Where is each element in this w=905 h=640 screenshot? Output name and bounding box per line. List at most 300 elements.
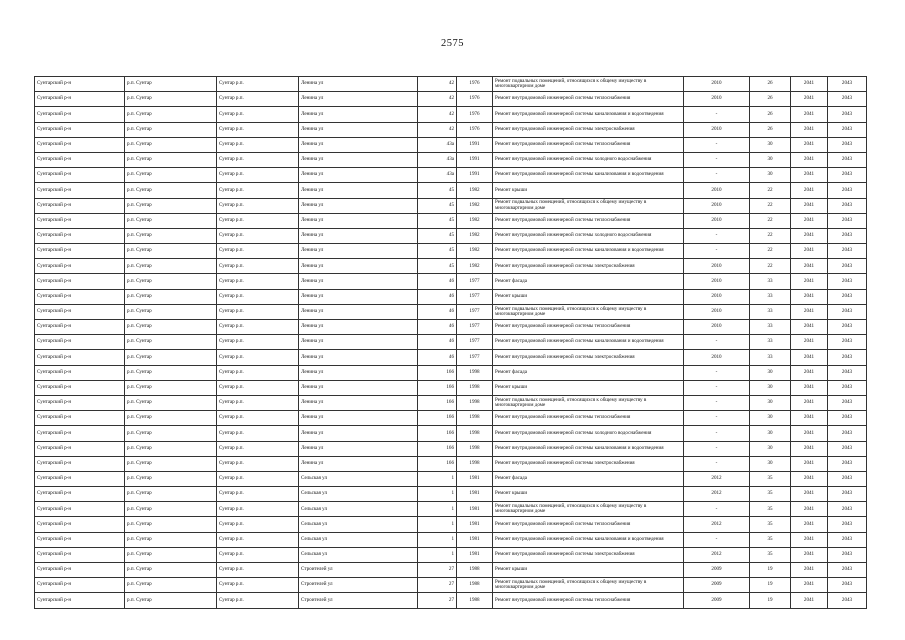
build-year-cell: 1998 <box>457 411 493 426</box>
table-row <box>35 335 867 350</box>
locality-cell: Сунтар р.п. <box>217 365 299 380</box>
plan-start-cell: 2041 <box>791 77 828 92</box>
street-cell: Сельская ул <box>299 517 418 532</box>
house-number-cell: 1 <box>418 532 457 547</box>
house-number-cell: 42 <box>418 92 457 107</box>
house-number-cell: 46 <box>418 289 457 304</box>
district-cell: Сунтарский р-н <box>35 213 125 228</box>
house-number-cell: 42 <box>418 107 457 122</box>
settlement-cell: р.п. Сунтар <box>125 304 217 319</box>
build-year-cell: 1982 <box>457 198 493 213</box>
locality-cell: Сунтар р.п. <box>217 593 299 608</box>
settlement-cell: р.п. Сунтар <box>125 335 217 350</box>
build-year-cell: 1998 <box>457 426 493 441</box>
street-cell: Ленина ул <box>299 213 418 228</box>
last-repair-year-cell: - <box>684 244 750 259</box>
district-cell: Сунтарский р-н <box>35 471 125 486</box>
plan-end-cell: 2043 <box>828 92 867 107</box>
work-type-cell: Ремонт крыши <box>493 183 684 198</box>
house-number-cell: 46 <box>418 274 457 289</box>
wear-cell: 35 <box>750 547 791 562</box>
build-year-cell: 1977 <box>457 320 493 335</box>
wear-cell: 33 <box>750 320 791 335</box>
wear-cell: 30 <box>750 137 791 152</box>
street-cell: Ленина ул <box>299 456 418 471</box>
last-repair-year-cell: 2010 <box>684 289 750 304</box>
house-number-cell: 27 <box>418 563 457 578</box>
street-cell: Ленина ул <box>299 289 418 304</box>
house-number-cell: 166 <box>418 456 457 471</box>
plan-start-cell: 2041 <box>791 289 828 304</box>
house-number-cell: 45 <box>418 183 457 198</box>
district-cell: Сунтарский р-н <box>35 107 125 122</box>
table-row <box>35 578 867 593</box>
last-repair-year-cell: 2010 <box>684 350 750 365</box>
locality-cell: Сунтар р.п. <box>217 578 299 593</box>
settlement-cell: р.п. Сунтар <box>125 228 217 243</box>
plan-start-cell: 2041 <box>791 183 828 198</box>
work-type-cell: Ремонт внутридомовой инженерной системы теплоснабжения <box>493 213 684 228</box>
plan-start-cell: 2041 <box>791 441 828 456</box>
plan-end-cell: 2043 <box>828 487 867 502</box>
house-number-cell: 45 <box>418 244 457 259</box>
last-repair-year-cell: 2009 <box>684 593 750 608</box>
work-type-cell: Ремонт фасада <box>493 274 684 289</box>
work-type-cell: Ремонт внутридомовой инженерной системы канализования и водоотведения <box>493 244 684 259</box>
settlement-cell: р.п. Сунтар <box>125 502 217 517</box>
house-number-cell: 1 <box>418 517 457 532</box>
locality-cell: Сунтар р.п. <box>217 517 299 532</box>
build-year-cell: 1998 <box>457 380 493 395</box>
work-type-cell: Ремонт внутридомовой инженерной системы теплоснабжения <box>493 92 684 107</box>
settlement-cell: р.п. Сунтар <box>125 578 217 593</box>
wear-cell: 22 <box>750 198 791 213</box>
table-row <box>35 228 867 243</box>
build-year-cell: 1981 <box>457 547 493 562</box>
street-cell: Ленина ул <box>299 183 418 198</box>
district-cell: Сунтарский р-н <box>35 395 125 410</box>
settlement-cell: р.п. Сунтар <box>125 152 217 167</box>
plan-end-cell: 2043 <box>828 441 867 456</box>
district-cell: Сунтарский р-н <box>35 517 125 532</box>
plan-end-cell: 2043 <box>828 168 867 183</box>
locality-cell: Сунтар р.п. <box>217 502 299 517</box>
last-repair-year-cell: 2010 <box>684 198 750 213</box>
plan-end-cell: 2043 <box>828 183 867 198</box>
table-row <box>35 122 867 137</box>
street-cell: Ленина ул <box>299 198 418 213</box>
table-row <box>35 441 867 456</box>
last-repair-year-cell: - <box>684 426 750 441</box>
district-cell: Сунтарский р-н <box>35 578 125 593</box>
work-type-cell: Ремонт внутридомовой инженерной системы теплоснабжения <box>493 517 684 532</box>
wear-cell: 19 <box>750 593 791 608</box>
last-repair-year-cell: - <box>684 168 750 183</box>
district-cell: Сунтарский р-н <box>35 289 125 304</box>
settlement-cell: р.п. Сунтар <box>125 395 217 410</box>
build-year-cell: 1977 <box>457 304 493 319</box>
house-number-cell: 46 <box>418 350 457 365</box>
wear-cell: 35 <box>750 471 791 486</box>
settlement-cell: р.п. Сунтар <box>125 198 217 213</box>
locality-cell: Сунтар р.п. <box>217 198 299 213</box>
plan-end-cell: 2043 <box>828 380 867 395</box>
settlement-cell: р.п. Сунтар <box>125 244 217 259</box>
wear-cell: 22 <box>750 228 791 243</box>
plan-start-cell: 2041 <box>791 152 828 167</box>
wear-cell: 35 <box>750 517 791 532</box>
table-row <box>35 259 867 274</box>
locality-cell: Сунтар р.п. <box>217 274 299 289</box>
plan-start-cell: 2041 <box>791 213 828 228</box>
wear-cell: 30 <box>750 152 791 167</box>
page-number: 2575 <box>441 38 464 49</box>
work-type-cell: Ремонт подвальных помещений, относящихся к общему имуществу в многоквартирном доме <box>493 502 684 517</box>
house-number-cell: 45 <box>418 198 457 213</box>
last-repair-year-cell: 2010 <box>684 77 750 92</box>
settlement-cell: р.п. Сунтар <box>125 411 217 426</box>
street-cell: Сельская ул <box>299 487 418 502</box>
district-cell: Сунтарский р-н <box>35 92 125 107</box>
table-row <box>35 244 867 259</box>
settlement-cell: р.п. Сунтар <box>125 517 217 532</box>
district-cell: Сунтарский р-н <box>35 487 125 502</box>
plan-start-cell: 2041 <box>791 228 828 243</box>
table-row <box>35 517 867 532</box>
wear-cell: 22 <box>750 244 791 259</box>
last-repair-year-cell: 2012 <box>684 547 750 562</box>
table-row <box>35 289 867 304</box>
plan-start-cell: 2041 <box>791 137 828 152</box>
locality-cell: Сунтар р.п. <box>217 137 299 152</box>
build-year-cell: 1976 <box>457 122 493 137</box>
wear-cell: 19 <box>750 563 791 578</box>
street-cell: Строителей ул <box>299 578 418 593</box>
plan-start-cell: 2041 <box>791 487 828 502</box>
table-row <box>35 77 867 92</box>
work-type-cell: Ремонт подвальных помещений, относящихся к общему имуществу в многоквартирном доме <box>493 304 684 319</box>
plan-end-cell: 2043 <box>828 365 867 380</box>
build-year-cell: 1998 <box>457 395 493 410</box>
plan-end-cell: 2043 <box>828 259 867 274</box>
build-year-cell: 1976 <box>457 107 493 122</box>
wear-cell: 30 <box>750 395 791 410</box>
house-number-cell: 45 <box>418 259 457 274</box>
wear-cell: 26 <box>750 107 791 122</box>
settlement-cell: р.п. Сунтар <box>125 563 217 578</box>
locality-cell: Сунтар р.п. <box>217 244 299 259</box>
plan-end-cell: 2043 <box>828 122 867 137</box>
street-cell: Ленина ул <box>299 77 418 92</box>
work-type-cell: Ремонт внутридомовой инженерной системы теплоснабжения <box>493 593 684 608</box>
build-year-cell: 1981 <box>457 502 493 517</box>
street-cell: Ленина ул <box>299 244 418 259</box>
street-cell: Ленина ул <box>299 365 418 380</box>
district-cell: Сунтарский р-н <box>35 183 125 198</box>
settlement-cell: р.п. Сунтар <box>125 107 217 122</box>
last-repair-year-cell: 2012 <box>684 487 750 502</box>
work-type-cell: Ремонт крыши <box>493 487 684 502</box>
settlement-cell: р.п. Сунтар <box>125 365 217 380</box>
locality-cell: Сунтар р.п. <box>217 289 299 304</box>
locality-cell: Сунтар р.п. <box>217 380 299 395</box>
build-year-cell: 1982 <box>457 259 493 274</box>
district-cell: Сунтарский р-н <box>35 593 125 608</box>
wear-cell: 30 <box>750 426 791 441</box>
plan-start-cell: 2041 <box>791 395 828 410</box>
plan-end-cell: 2043 <box>828 395 867 410</box>
last-repair-year-cell: - <box>684 380 750 395</box>
last-repair-year-cell: - <box>684 365 750 380</box>
district-cell: Сунтарский р-н <box>35 563 125 578</box>
district-cell: Сунтарский р-н <box>35 168 125 183</box>
wear-cell: 30 <box>750 441 791 456</box>
last-repair-year-cell: 2010 <box>684 274 750 289</box>
build-year-cell: 1977 <box>457 335 493 350</box>
plan-start-cell: 2041 <box>791 563 828 578</box>
plan-start-cell: 2041 <box>791 517 828 532</box>
settlement-cell: р.п. Сунтар <box>125 92 217 107</box>
table-row <box>35 137 867 152</box>
wear-cell: 33 <box>750 350 791 365</box>
district-cell: Сунтарский р-н <box>35 304 125 319</box>
last-repair-year-cell: - <box>684 411 750 426</box>
plan-end-cell: 2043 <box>828 456 867 471</box>
settlement-cell: р.п. Сунтар <box>125 487 217 502</box>
settlement-cell: р.п. Сунтар <box>125 183 217 198</box>
work-type-cell: Ремонт внутридомовой инженерной системы канализования и водоотведения <box>493 168 684 183</box>
street-cell: Ленина ул <box>299 168 418 183</box>
build-year-cell: 1982 <box>457 228 493 243</box>
last-repair-year-cell: - <box>684 395 750 410</box>
last-repair-year-cell: 2010 <box>684 92 750 107</box>
plan-start-cell: 2041 <box>791 107 828 122</box>
street-cell: Ленина ул <box>299 350 418 365</box>
house-number-cell: 166 <box>418 380 457 395</box>
wear-cell: 26 <box>750 92 791 107</box>
table-row <box>35 532 867 547</box>
locality-cell: Сунтар р.п. <box>217 168 299 183</box>
locality-cell: Сунтар р.п. <box>217 411 299 426</box>
district-cell: Сунтарский р-н <box>35 441 125 456</box>
capital-repair-table <box>34 76 867 609</box>
plan-start-cell: 2041 <box>791 578 828 593</box>
last-repair-year-cell: - <box>684 456 750 471</box>
settlement-cell: р.п. Сунтар <box>125 122 217 137</box>
street-cell: Сельская ул <box>299 471 418 486</box>
table-row <box>35 92 867 107</box>
locality-cell: Сунтар р.п. <box>217 426 299 441</box>
plan-start-cell: 2041 <box>791 274 828 289</box>
locality-cell: Сунтар р.п. <box>217 304 299 319</box>
plan-start-cell: 2041 <box>791 471 828 486</box>
table-row <box>35 395 867 410</box>
last-repair-year-cell: 2010 <box>684 213 750 228</box>
plan-end-cell: 2043 <box>828 563 867 578</box>
district-cell: Сунтарский р-н <box>35 365 125 380</box>
build-year-cell: 1977 <box>457 274 493 289</box>
table-row <box>35 320 867 335</box>
last-repair-year-cell: 2010 <box>684 304 750 319</box>
table-row <box>35 198 867 213</box>
wear-cell: 30 <box>750 411 791 426</box>
house-number-cell: 166 <box>418 426 457 441</box>
wear-cell: 35 <box>750 502 791 517</box>
settlement-cell: р.п. Сунтар <box>125 532 217 547</box>
district-cell: Сунтарский р-н <box>35 198 125 213</box>
table-row <box>35 350 867 365</box>
work-type-cell: Ремонт крыши <box>493 289 684 304</box>
plan-start-cell: 2041 <box>791 380 828 395</box>
locality-cell: Сунтар р.п. <box>217 152 299 167</box>
work-type-cell: Ремонт внутридомовой инженерной системы электроснабжения <box>493 259 684 274</box>
district-cell: Сунтарский р-н <box>35 532 125 547</box>
settlement-cell: р.п. Сунтар <box>125 289 217 304</box>
street-cell: Ленина ул <box>299 411 418 426</box>
settlement-cell: р.п. Сунтар <box>125 213 217 228</box>
house-number-cell: 43а <box>418 152 457 167</box>
locality-cell: Сунтар р.п. <box>217 350 299 365</box>
settlement-cell: р.п. Сунтар <box>125 320 217 335</box>
plan-end-cell: 2043 <box>828 228 867 243</box>
house-number-cell: 43а <box>418 137 457 152</box>
settlement-cell: р.п. Сунтар <box>125 456 217 471</box>
plan-end-cell: 2043 <box>828 411 867 426</box>
house-number-cell: 1 <box>418 471 457 486</box>
plan-start-cell: 2041 <box>791 335 828 350</box>
street-cell: Сельская ул <box>299 547 418 562</box>
last-repair-year-cell: - <box>684 335 750 350</box>
build-year-cell: 1976 <box>457 77 493 92</box>
settlement-cell: р.п. Сунтар <box>125 350 217 365</box>
build-year-cell: 1982 <box>457 244 493 259</box>
work-type-cell: Ремонт внутридомовой инженерной системы теплоснабжения <box>493 137 684 152</box>
build-year-cell: 1998 <box>457 456 493 471</box>
house-number-cell: 42 <box>418 122 457 137</box>
district-cell: Сунтарский р-н <box>35 137 125 152</box>
locality-cell: Сунтар р.п. <box>217 441 299 456</box>
wear-cell: 33 <box>750 304 791 319</box>
locality-cell: Сунтар р.п. <box>217 395 299 410</box>
plan-end-cell: 2043 <box>828 502 867 517</box>
plan-start-cell: 2041 <box>791 593 828 608</box>
build-year-cell: 1977 <box>457 350 493 365</box>
street-cell: Ленина ул <box>299 122 418 137</box>
build-year-cell: 1988 <box>457 593 493 608</box>
build-year-cell: 1988 <box>457 578 493 593</box>
plan-start-cell: 2041 <box>791 198 828 213</box>
work-type-cell: Ремонт крыши <box>493 563 684 578</box>
plan-end-cell: 2043 <box>828 137 867 152</box>
work-type-cell: Ремонт подвальных помещений, относящихся к общему имуществу в многоквартирном доме <box>493 395 684 410</box>
plan-start-cell: 2041 <box>791 502 828 517</box>
house-number-cell: 1 <box>418 547 457 562</box>
build-year-cell: 1981 <box>457 487 493 502</box>
work-type-cell: Ремонт внутридомовой инженерной системы электроснабжения <box>493 456 684 471</box>
last-repair-year-cell: 2012 <box>684 517 750 532</box>
plan-start-cell: 2041 <box>791 320 828 335</box>
work-type-cell: Ремонт внутридомовой инженерной системы электроснабжения <box>493 350 684 365</box>
table-row <box>35 547 867 562</box>
street-cell: Ленина ул <box>299 304 418 319</box>
plan-end-cell: 2043 <box>828 77 867 92</box>
district-cell: Сунтарский р-н <box>35 259 125 274</box>
table-row <box>35 593 867 608</box>
locality-cell: Сунтар р.п. <box>217 213 299 228</box>
house-number-cell: 1 <box>418 502 457 517</box>
work-type-cell: Ремонт подвальных помещений, относящихся к общему имуществу в многоквартирном доме <box>493 77 684 92</box>
last-repair-year-cell: - <box>684 228 750 243</box>
wear-cell: 30 <box>750 365 791 380</box>
wear-cell: 26 <box>750 77 791 92</box>
street-cell: Ленина ул <box>299 426 418 441</box>
locality-cell: Сунтар р.п. <box>217 547 299 562</box>
work-type-cell: Ремонт крыши <box>493 380 684 395</box>
plan-start-cell: 2041 <box>791 411 828 426</box>
wear-cell: 35 <box>750 532 791 547</box>
settlement-cell: р.п. Сунтар <box>125 380 217 395</box>
last-repair-year-cell: - <box>684 152 750 167</box>
work-type-cell: Ремонт подвальных помещений, относящихся к общему имуществу в многоквартирном доме <box>493 578 684 593</box>
plan-end-cell: 2043 <box>828 471 867 486</box>
table-row <box>35 487 867 502</box>
wear-cell: 22 <box>750 213 791 228</box>
house-number-cell: 46 <box>418 335 457 350</box>
work-type-cell: Ремонт внутридомовой инженерной системы электроснабжения <box>493 547 684 562</box>
last-repair-year-cell: 2010 <box>684 320 750 335</box>
last-repair-year-cell: - <box>684 107 750 122</box>
district-cell: Сунтарский р-н <box>35 77 125 92</box>
locality-cell: Сунтар р.п. <box>217 77 299 92</box>
last-repair-year-cell: 2012 <box>684 471 750 486</box>
work-type-cell: Ремонт подвальных помещений, относящихся к общему имуществу в многоквартирном доме <box>493 198 684 213</box>
district-cell: Сунтарский р-н <box>35 335 125 350</box>
plan-end-cell: 2043 <box>828 304 867 319</box>
locality-cell: Сунтар р.п. <box>217 183 299 198</box>
plan-end-cell: 2043 <box>828 517 867 532</box>
work-type-cell: Ремонт фасада <box>493 365 684 380</box>
last-repair-year-cell: 2010 <box>684 122 750 137</box>
plan-start-cell: 2041 <box>791 547 828 562</box>
plan-end-cell: 2043 <box>828 244 867 259</box>
table-row <box>35 152 867 167</box>
house-number-cell: 166 <box>418 441 457 456</box>
district-cell: Сунтарский р-н <box>35 380 125 395</box>
settlement-cell: р.п. Сунтар <box>125 471 217 486</box>
build-year-cell: 1998 <box>457 441 493 456</box>
table-body <box>35 77 867 609</box>
plan-start-cell: 2041 <box>791 168 828 183</box>
table-row <box>35 380 867 395</box>
district-cell: Сунтарский р-н <box>35 426 125 441</box>
settlement-cell: р.п. Сунтар <box>125 426 217 441</box>
plan-end-cell: 2043 <box>828 532 867 547</box>
plan-start-cell: 2041 <box>791 304 828 319</box>
table-row <box>35 168 867 183</box>
plan-end-cell: 2043 <box>828 107 867 122</box>
plan-end-cell: 2043 <box>828 578 867 593</box>
settlement-cell: р.п. Сунтар <box>125 547 217 562</box>
wear-cell: 19 <box>750 578 791 593</box>
plan-start-cell: 2041 <box>791 122 828 137</box>
build-year-cell: 1981 <box>457 471 493 486</box>
locality-cell: Сунтар р.п. <box>217 228 299 243</box>
district-cell: Сунтарский р-н <box>35 502 125 517</box>
settlement-cell: р.п. Сунтар <box>125 441 217 456</box>
plan-end-cell: 2043 <box>828 152 867 167</box>
wear-cell: 33 <box>750 289 791 304</box>
work-type-cell: Ремонт внутридомовой инженерной системы электроснабжения <box>493 122 684 137</box>
